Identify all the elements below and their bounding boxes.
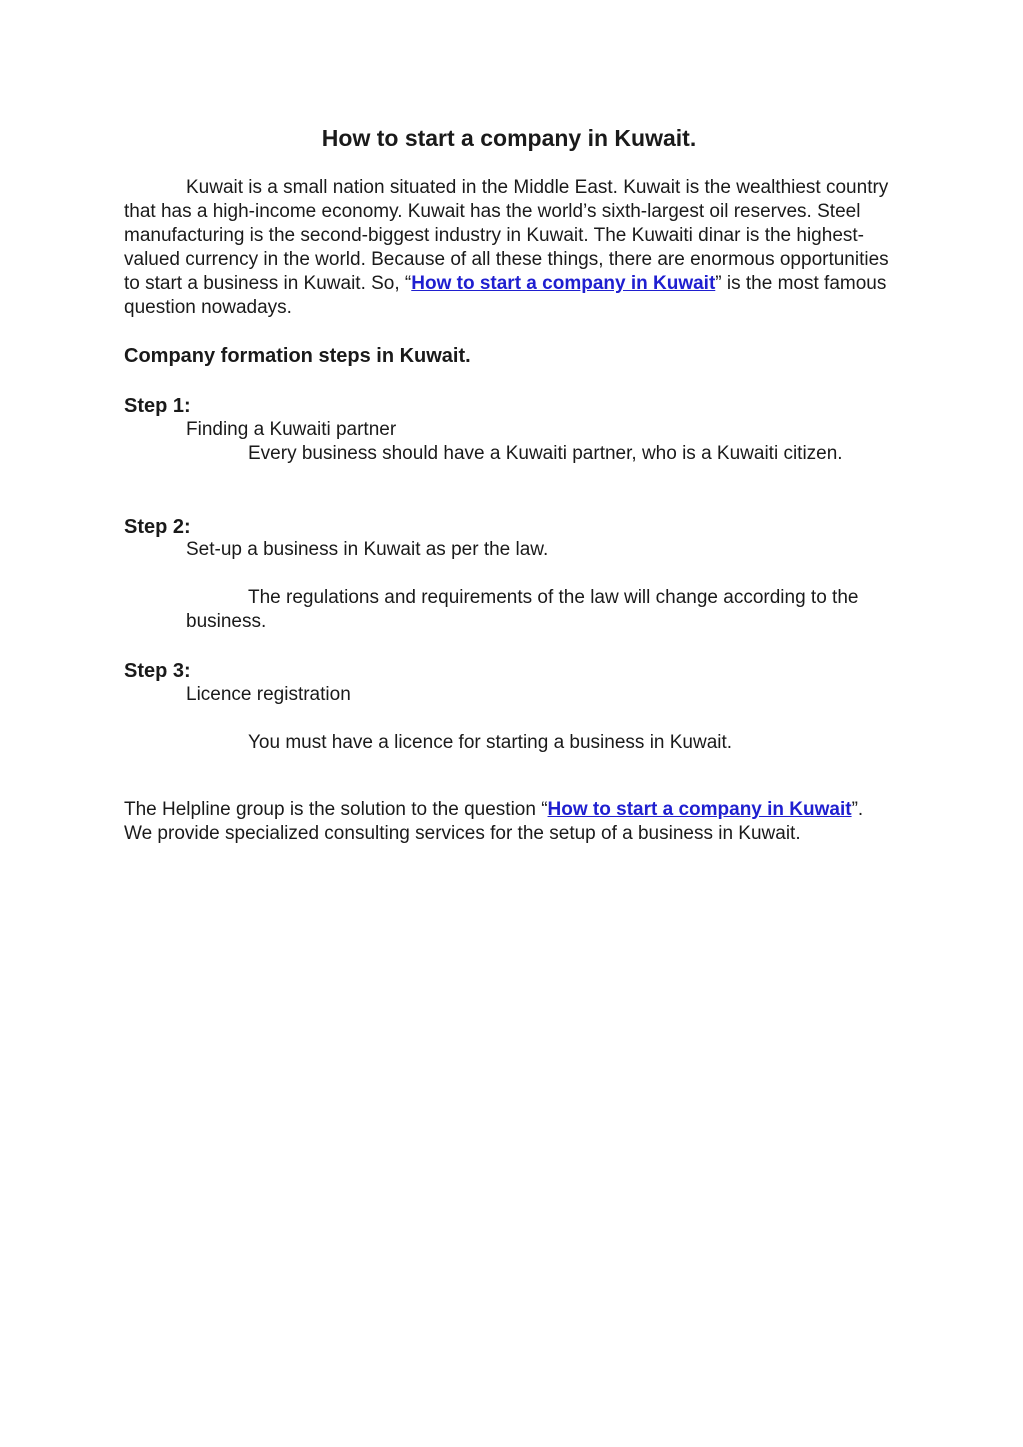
intro-text-before: Kuwait is a small nation situated in the Middle East. Kuwait is the wealthiest country that has a high-income economy. Kuwait has the world’s sixth-largest oil reserves. Steel manufacturing is the second-biggest industry in Kuwait. The Kuwaiti dinar is the highest-valued currency in the world. Because of all these things, there are enormous opportunities to start a business in Kuwait. So, “ — [124, 177, 889, 294]
intro-link[interactable]: How to start a company in Kuwait — [411, 273, 716, 294]
conclusion-text-after: ”. We provide specialized consulting services for the setup of a business in Kuwait. — [124, 799, 864, 844]
conclusion-link[interactable]: How to start a company in Kuwait — [547, 799, 852, 820]
step-1-heading: Finding a Kuwaiti partner — [186, 419, 397, 440]
intro-paragraph — [124, 176, 894, 320]
intro-text-after: ” is the most famous question nowadays. — [124, 273, 887, 318]
step-2-detail: The regulations and requirements of the law will change according to the business. — [186, 587, 859, 632]
step-3-detail: You must have a licence for starting a business in Kuwait. — [248, 732, 733, 753]
step-3-heading: Licence registration — [186, 684, 351, 705]
step-3-title: Step 3: — [124, 660, 191, 682]
step-1-detail: Every business should have a Kuwaiti partner, who is a Kuwaiti citizen. — [248, 443, 843, 464]
page-title: How to start a company in Kuwait. — [321, 125, 697, 151]
step-2-title: Step 2: — [124, 516, 191, 538]
section-heading: Company formation steps in Kuwait. — [124, 345, 471, 367]
conclusion-text-before: The Helpline group is the solution to the question “ — [124, 799, 548, 820]
step-2-heading: Set-up a business in Kuwait as per the law. — [186, 539, 549, 560]
conclusion-paragraph — [124, 798, 894, 846]
step-1-title: Step 1: — [124, 395, 191, 417]
